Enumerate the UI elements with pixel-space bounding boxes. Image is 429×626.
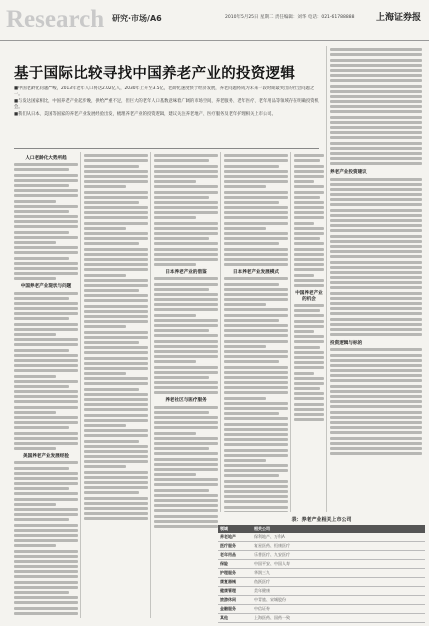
stock-table <box>218 516 425 620</box>
column-rule <box>290 152 291 512</box>
article-headline: 基于国际比较寻找中国养老产业的投资逻辑 <box>14 66 296 82</box>
table-cell: 养老地产 <box>218 533 252 542</box>
table-cell: 老年用品 <box>218 551 252 560</box>
table-cell: 金融服务 <box>218 605 252 614</box>
column-rule <box>150 152 151 618</box>
table-cell: 其他 <box>218 614 252 623</box>
table-cell: 鱼跃医疗 <box>252 578 425 587</box>
data-table <box>218 525 425 623</box>
table-header: 相关公司 <box>252 525 425 533</box>
section-label: 研究·市场/A6 <box>112 14 162 23</box>
table-cell: 中青旅、宋城股份 <box>252 596 425 605</box>
section-heading: 日本养老产业发展模式 <box>233 270 279 276</box>
table-cell: 华润三九 <box>252 569 425 578</box>
research-logo: Research <box>6 6 105 33</box>
table-cell: 医疗服务 <box>218 542 252 551</box>
section-heading: 日本养老产业的借鉴 <box>165 270 207 276</box>
section-heading: 中国养老产业现状与问题 <box>20 284 72 290</box>
table-cell: 乐普医疗、九安医疗 <box>252 551 425 560</box>
section-heading: 美国养老产业发展经验 <box>23 454 69 460</box>
table-row <box>218 587 425 596</box>
table-row <box>218 596 425 605</box>
body-column-5 <box>294 152 324 512</box>
table-row <box>218 551 425 560</box>
masthead <box>0 0 429 41</box>
table-cell: 上海医药、国药一致 <box>252 614 425 623</box>
column-rule <box>220 152 221 512</box>
table-cell: 保险 <box>218 560 252 569</box>
table-cell: 康复器械 <box>218 578 252 587</box>
body-column-4 <box>224 152 288 512</box>
table-row <box>218 560 425 569</box>
table-cell: 健康管理 <box>218 587 252 596</box>
table-row <box>218 542 425 551</box>
table-cell: 中国平安、中国人寿 <box>252 560 425 569</box>
table-cell: 复星医药、恒康医疗 <box>252 542 425 551</box>
table-row <box>218 569 425 578</box>
section-heading: 中国养老产业的机会 <box>295 290 323 302</box>
section-heading: 养老产业投资建议 <box>330 170 367 176</box>
table-row <box>218 605 425 614</box>
issue-meta: 2010年5月25日 星期二 责任编辑：刘华 电话：021-61788888 <box>225 15 355 20</box>
table-row <box>218 533 425 542</box>
table-cell: 美年健康 <box>252 587 425 596</box>
abstract-paragraph: ■我们从日本、美国等国家的养老产业发展经验出发，梳理养老产业的投资逻辑，建议关注养老地产、医疗服务及老年护理相关上市公司。 <box>14 112 276 117</box>
column-rule <box>80 152 81 618</box>
column-rule <box>326 46 327 512</box>
body-column-1 <box>14 152 78 620</box>
table-title: 表：养老产业相关上市公司 <box>291 517 352 523</box>
newspaper-brand: 上海证券报 <box>375 13 421 23</box>
section-heading: 养老社区与医疗服务 <box>165 398 207 404</box>
table-cell: 中信证券 <box>252 605 425 614</box>
table-header-row <box>218 525 425 533</box>
section-heading: 人口老龄化大势所趋 <box>25 156 67 161</box>
table-header: 领域 <box>218 525 252 533</box>
table-cell: 护理服务 <box>218 569 252 578</box>
article-abstract <box>14 86 319 148</box>
abstract-paragraph: ■与发达国家相比，中国养老产业起步晚，供给严重不足，但巨大的老年人口基数意味着广阔的市场空间，养老服务、老年医疗、老年用品等领域存在明确投资机会。 <box>14 99 319 110</box>
right-column <box>330 46 422 457</box>
divider <box>14 148 319 149</box>
abstract-paragraph: ■中国老龄化问题严峻，2013年老年人口将达2.02亿人，2030年上升至3.5亿，老龄化速度快于经济发展，养老问题将成为未来一段时期最突出的社会问题之一。 <box>14 86 315 97</box>
section-heading: 投资逻辑与标的 <box>330 341 363 347</box>
table-cell: 旅游休闲 <box>218 596 252 605</box>
body-column-3 <box>154 152 218 620</box>
table-cell: 保利地产、万科A <box>252 533 425 542</box>
table-row <box>218 614 425 623</box>
body-column-2 <box>84 152 148 620</box>
table-row <box>218 578 425 587</box>
